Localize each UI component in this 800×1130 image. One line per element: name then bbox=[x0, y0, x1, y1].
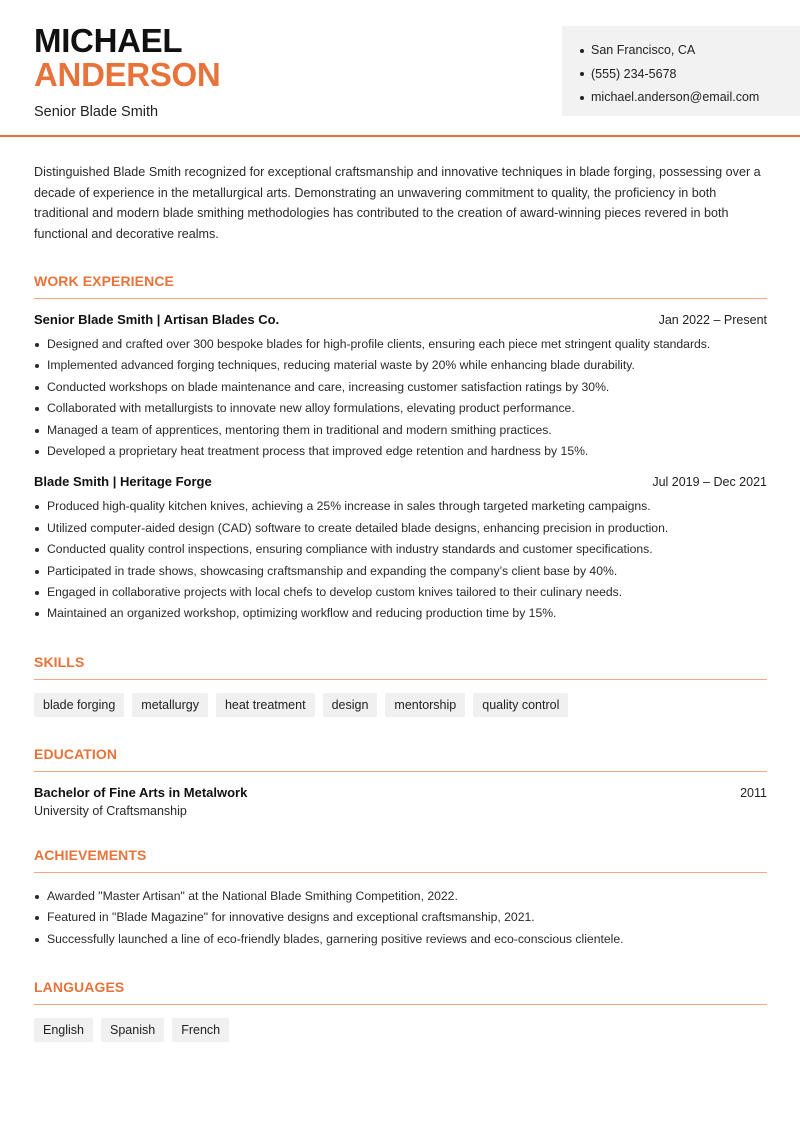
list-item: Successfully launched a line of eco-friendly blades, garnering positive reviews and eco-conscious clientele. bbox=[34, 929, 767, 950]
job-bullets bbox=[34, 496, 767, 624]
job-role: Senior Blade Smith | Artisan Blades Co. bbox=[34, 312, 280, 327]
list-item: Utilized computer-aided design (CAD) software to create detailed blade designs, enhancing precision in production. bbox=[34, 518, 767, 539]
bullet-icon bbox=[580, 72, 584, 76]
contact-location-text: San Francisco, CA bbox=[591, 43, 696, 57]
name-block bbox=[34, 24, 220, 120]
contact-phone bbox=[580, 63, 800, 87]
contact-phone-text[interactable]: (555) 234-5678 bbox=[591, 66, 677, 81]
list-item: Featured in "Blade Magazine" for innovative designs and exceptional craftsmanship, 2021. bbox=[34, 907, 767, 928]
last-name: ANDERSON bbox=[34, 56, 221, 93]
language-tag: English bbox=[34, 1018, 93, 1042]
job-title: Senior Blade Smith bbox=[34, 104, 159, 120]
list-item: Awarded "Master Artisan" at the National Blade Smithing Competition, 2022. bbox=[34, 886, 767, 907]
skill-tag: blade forging bbox=[34, 693, 124, 717]
list-item: Collaborated with metallurgists to innovate new alloy formulations, elevating product performance. bbox=[34, 398, 767, 419]
contact-location bbox=[580, 39, 800, 63]
languages-list bbox=[34, 1018, 767, 1042]
language-tag: Spanish bbox=[101, 1018, 164, 1042]
list-item: Produced high-quality kitchen knives, achieving a 25% increase in sales through targeted marketing campaigns. bbox=[34, 496, 767, 517]
list-item: Maintained an organized workshop, optimizing workflow and reducing production time by 15%. bbox=[34, 603, 767, 624]
list-item: Engaged in collaborative projects with local chefs to develop custom knives tailored to their culinary needs. bbox=[34, 582, 767, 603]
bullet-icon bbox=[580, 49, 584, 53]
job-role: Blade Smith | Heritage Forge bbox=[34, 474, 212, 490]
contact-email bbox=[580, 86, 800, 110]
job-entry bbox=[34, 474, 767, 624]
skill-tag: heat treatment bbox=[216, 693, 315, 717]
achievements-list bbox=[34, 886, 767, 950]
contact-email-text[interactable]: michael.anderson@email.com bbox=[591, 90, 760, 104]
job-dates: Jan 2022 – Present bbox=[658, 313, 767, 327]
education-year: 2011 bbox=[740, 785, 767, 800]
job-header bbox=[34, 312, 767, 327]
bullet-icon bbox=[580, 96, 584, 100]
list-item: Conducted quality control inspections, ensuring compliance with industry standards and customer specifications. bbox=[34, 539, 767, 560]
section-title-languages: LANGUAGES bbox=[34, 979, 767, 1005]
skill-tag: mentorship bbox=[385, 693, 465, 717]
job-entry bbox=[34, 312, 767, 462]
list-item: Designed and crafted over 300 bespoke blades for high-profile clients, ensuring each piece met stringent quality standards. bbox=[34, 334, 767, 355]
section-title-skills: SKILLS bbox=[34, 654, 767, 680]
section-title-work: WORK EXPERIENCE bbox=[34, 273, 767, 299]
contact-box bbox=[562, 26, 800, 116]
skills-list bbox=[34, 693, 767, 717]
resume-content bbox=[34, 162, 767, 1042]
education-degree: Bachelor of Fine Arts in Metalwork bbox=[34, 784, 248, 800]
list-item: Implemented advanced forging techniques, reducing material waste by 20% while enhancing blade durability. bbox=[34, 355, 767, 376]
skill-tag: metallurgy bbox=[132, 693, 208, 717]
section-title-achievements: ACHIEVEMENTS bbox=[34, 847, 767, 873]
skill-tag: quality control bbox=[473, 693, 568, 717]
list-item: Developed a proprietary heat treatment process that improved edge retention and hardness by 15%. bbox=[34, 441, 767, 462]
section-title-education: EDUCATION bbox=[34, 746, 767, 772]
job-dates: Jul 2019 – Dec 2021 bbox=[652, 475, 767, 490]
list-item: Managed a team of apprentices, mentoring them in traditional and modern smithing practices. bbox=[34, 420, 767, 441]
skill-tag: design bbox=[323, 693, 378, 717]
resume-header bbox=[0, 0, 800, 137]
list-item: Conducted workshops on blade maintenance and care, increasing customer satisfaction ratings by 30%. bbox=[34, 377, 767, 398]
summary: Distinguished Blade Smith recognized for exceptional craftsmanship and innovative techniques in blade forging, possessing over a decade of experience in the metallurgical arts. Demonstrating an unwavering commitment to quality, the proficiency in both traditional and modern blade smithing methodologies has contributed to the creation of award-winning pieces revered in both functional and decorative realms. bbox=[34, 165, 761, 241]
job-header bbox=[34, 474, 767, 489]
list-item: Participated in trade shows, showcasing craftsmanship and expanding the company’s client base by 40%. bbox=[34, 561, 767, 582]
language-tag: French bbox=[172, 1018, 229, 1042]
job-bullets bbox=[34, 334, 767, 462]
education-school: University of Craftsmanship bbox=[34, 803, 187, 818]
education-header bbox=[34, 785, 767, 800]
first-name: MICHAEL bbox=[34, 22, 183, 59]
